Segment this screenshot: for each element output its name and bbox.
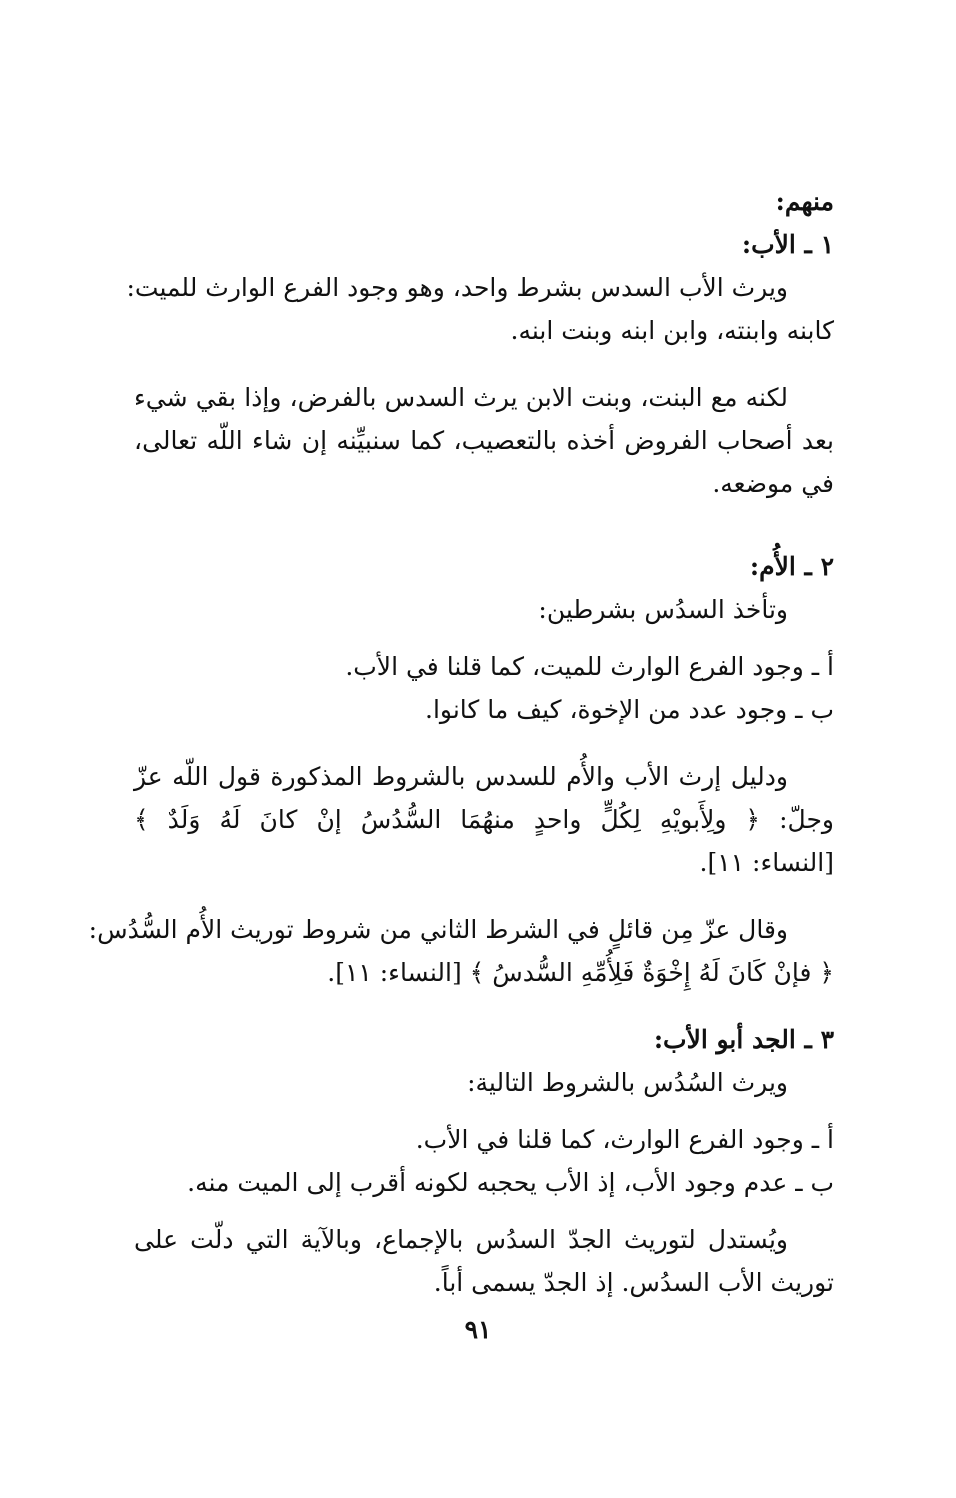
paragraph-line: ويرث الأب السدس بشرط واحد، وهو وجود الفرع الوارث للميت: (126, 273, 788, 302)
paragraph (134, 376, 834, 505)
conditions-list (134, 1118, 834, 1204)
quran-verse-line: ﴿ فإنْ كَانَ لَهُ إِخْوَةٌ فَلِأُمِّهِ السُّدسُ ﴾ [النساء: ١١]. (327, 958, 834, 987)
section-intro: وتأخذ السدُس بشرطين: (538, 595, 788, 624)
quran-verse-line: وجلّ: ﴿ ولِأَبويْهِ لِكُلٍّ واحدٍ منهُمَا السُّدُسُ إنْ كانَ لَهُ وَلَدٌ ﴾ (134, 805, 834, 834)
section-heading: ٣ ـ الجد أبو الأب: (653, 1025, 834, 1054)
paragraph-line: ويُستدل لتوريث الجدّ السدُس بالإجماع، وبالآية التي دلّت على (134, 1225, 788, 1254)
paragraph-line: توريث الأب السدُس. إذ الجدّ يسمى أباً. (433, 1268, 834, 1297)
section-heading: ١ ـ الأب: (741, 230, 834, 259)
page-number: ٩١ (464, 1315, 492, 1344)
paragraph (126, 266, 834, 352)
paragraph-line: [النساء: ١١]. (699, 848, 834, 877)
paragraph (134, 1218, 834, 1304)
conditions-list (134, 645, 834, 731)
paragraph (88, 908, 834, 994)
section-intro: ويرث السُدُس بالشروط التالية: (467, 1068, 788, 1097)
paragraph-line: كابنه وابنته، وابن ابنه وبنت ابنه. (510, 316, 834, 345)
condition-item: أ ـ وجود الفرع الوارث، كما قلنا في الأب. (415, 1125, 834, 1154)
paragraph-line: في موضعه. (712, 469, 834, 498)
section-grandfather (134, 1018, 834, 1304)
page-body (88, 180, 834, 1304)
intro-text: منهم: (775, 187, 834, 216)
paragraph-line: ودليل إرث الأب والأُم للسدس بالشروط المذكورة قول اللّه عزّ (134, 762, 788, 791)
paragraph-line: بعد أصحاب الفروض أخذه بالتعصيب، كما سنبيِّنه إن شاء اللّه تعالى، (134, 426, 834, 455)
paragraph-line: وقال عزّ مِن قائلٍ في الشرط الثاني من شروط توريث الأُم السُّدُس: (88, 915, 788, 944)
condition-item: ب ـ وجود عدد من الإخوة، كيف ما كانوا. (425, 695, 834, 724)
paragraph (134, 755, 834, 884)
section-heading: ٢ ـ الأُم: (749, 552, 834, 581)
paragraph-line: لكنه مع البنت، وبنت الابن يرث السدس بالفرض، وإذا بقي شيء (134, 383, 788, 412)
section-father (126, 223, 834, 505)
section-mother (88, 545, 834, 994)
condition-item: أ ـ وجود الفرع الوارث للميت، كما قلنا في الأب. (345, 652, 834, 681)
condition-item: ب ـ عدم وجود الأب، إذ الأب يحجبه لكونه أقرب إلى الميت منه. (187, 1168, 834, 1197)
